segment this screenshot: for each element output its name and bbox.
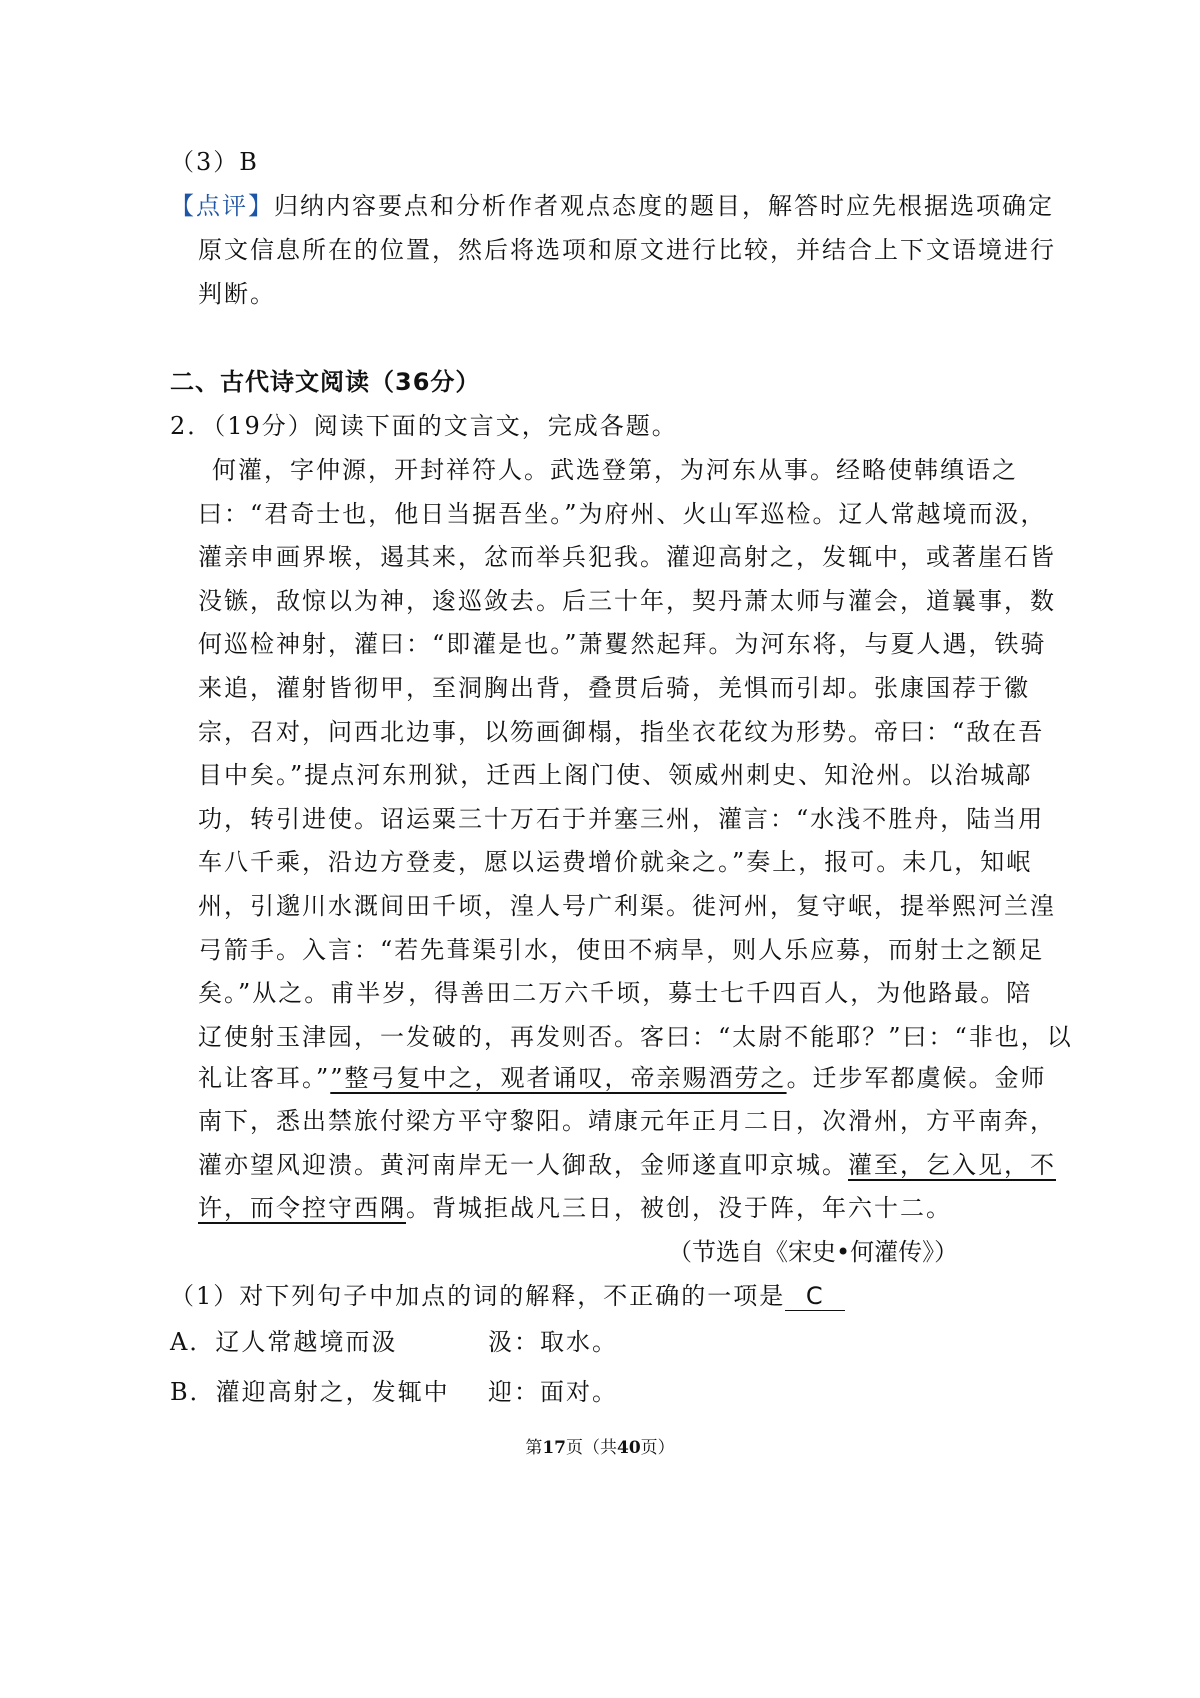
answer-3: （3）B (170, 148, 259, 176)
passage-line: 曰：“君奇士也，他日当据吾坐。”为府州、火山军巡检。辽人常越境而汲， (198, 500, 1047, 528)
passage-line-15 (198, 1058, 1047, 1093)
passage-line: 车八千乘，沿边方登麦，愿以运费增价就籴之。”奏上，报可。未几，知岷 (198, 848, 1033, 876)
passage-line-17 (198, 1145, 1056, 1180)
option-a-letter: A． (170, 1328, 216, 1356)
passage-line: 何灌，字仲源，开封祥符人。武选登第，为河东从事。经略使韩缜语之 (212, 456, 1018, 484)
option-b-sentence: 灌迎高射之，发辄中 (215, 1378, 450, 1406)
underlined-sentence-1: ”整弓复中之，观者诵叹，帝亲赐酒劳之 (330, 1064, 787, 1092)
comment-line-3: 判断。 (198, 280, 276, 308)
passage-line: 目中矣。”提点河东刑狱，迁西上阁门使、领威州刺史、知沧州。以治城鄗 (198, 761, 1033, 789)
footer-post: 页） (640, 1438, 675, 1458)
footer-page-number: 17 (542, 1438, 566, 1458)
passage-line: 辽使射玉津园，一发破的，再发则否。客曰：“太尉不能耶？”曰：“非也，以 (198, 1023, 1073, 1051)
comment-tag: 【点评】 (170, 192, 274, 220)
passage-line: 灌亲申画界堠，遏其来，忿而举兵犯我。灌迎高射之，发辄中，或著崖石皆 (198, 543, 1056, 571)
option-b-letter: B． (170, 1378, 216, 1406)
passage-line-18-post: 。背城拒战凡三日，被创，没于阵，年六十二。 (406, 1194, 952, 1222)
sub-question-1-answer: C (785, 1282, 845, 1311)
passage-line: 没镞，敌惊以为神，逡巡敛去。后三十年，契丹萧太师与灌会，道曩事，数 (198, 587, 1056, 615)
footer-total-pages: 40 (617, 1438, 641, 1458)
option-a-sentence: 辽人常越境而汲 (215, 1328, 398, 1356)
passage-line: 矣。”从之。甫半岁，得善田二万六千顷，募士七千四百人，为他路最。陪 (198, 979, 1033, 1007)
option-a (170, 1322, 397, 1357)
comment-text-1: 归纳内容要点和分析作者观点态度的题目，解答时应先根据选项确定 (274, 192, 1054, 220)
section-title: 二、古代诗文阅读（36分） (170, 368, 481, 396)
comment-line-1 (170, 186, 1054, 221)
passage-line-16: 南下，悉出禁旅付梁方平守黎阳。靖康元年正月二日，次滑州，方平南奔， (198, 1107, 1056, 1135)
passage-line: 何巡检神射，灌曰：“即灌是也。”萧矍然起拜。为河东将，与夏人遇，铁骑 (198, 630, 1047, 658)
passage-source: （节选自《宋史•何灌传》） (668, 1238, 959, 1266)
passage-line-18 (198, 1188, 952, 1223)
passage-line-17-pre: 灌亦望风迎溃。黄河南岸无一人御敌，金师遂直叩京城。 (198, 1151, 848, 1179)
underlined-sentence-2b: 许，而令控守西隅 (198, 1194, 406, 1222)
passage-line: 州，引邈川水溉间田千顷，湟人号广利渠。徙河州，复守岷，提举熙河兰湟 (198, 892, 1056, 920)
passage-line: 弓箭手。入言：“若先葺渠引水，使田不病旱，则人乐应募，而射士之额足 (198, 936, 1045, 964)
footer-pre: 第 (525, 1438, 543, 1458)
comment-line-2: 原文信息所在的位置，然后将选项和原文进行比较，并结合上下文语境进行 (198, 236, 1056, 264)
passage-line-15-post: 。迁步军都虞候。金师 (786, 1064, 1047, 1092)
sub-question-1 (170, 1276, 845, 1311)
option-a-gloss: 汲：取水。 (488, 1328, 618, 1356)
underlined-sentence-2a: 灌至，乞入见，不 (848, 1151, 1056, 1179)
passage-line: 宗，召对，问西北边事，以笏画御榻，指坐衣花纹为形势。帝曰：“敌在吾 (198, 718, 1045, 746)
passage-line-15-pre: 礼让客耳。” (198, 1064, 331, 1092)
sub-question-1-text: （1）对下列句子中加点的词的解释，不正确的一项是 (170, 1282, 786, 1310)
option-b (170, 1372, 450, 1407)
question-2-heading: 2．（19分）阅读下面的文言文，完成各题。 (170, 412, 678, 440)
passage-line: 功，转引进使。诏运粟三十万石于并塞三州，灌言：“水浅不胜舟，陆当用 (198, 805, 1045, 833)
footer-mid: 页（共 (566, 1438, 617, 1458)
option-b-gloss: 迎：面对。 (488, 1378, 618, 1406)
passage-line: 来追，灌射皆彻甲，至洞胸出背，叠贯后骑，羌惧而引却。张康国荐于徽 (198, 674, 1030, 702)
page-footer (0, 1433, 1200, 1458)
